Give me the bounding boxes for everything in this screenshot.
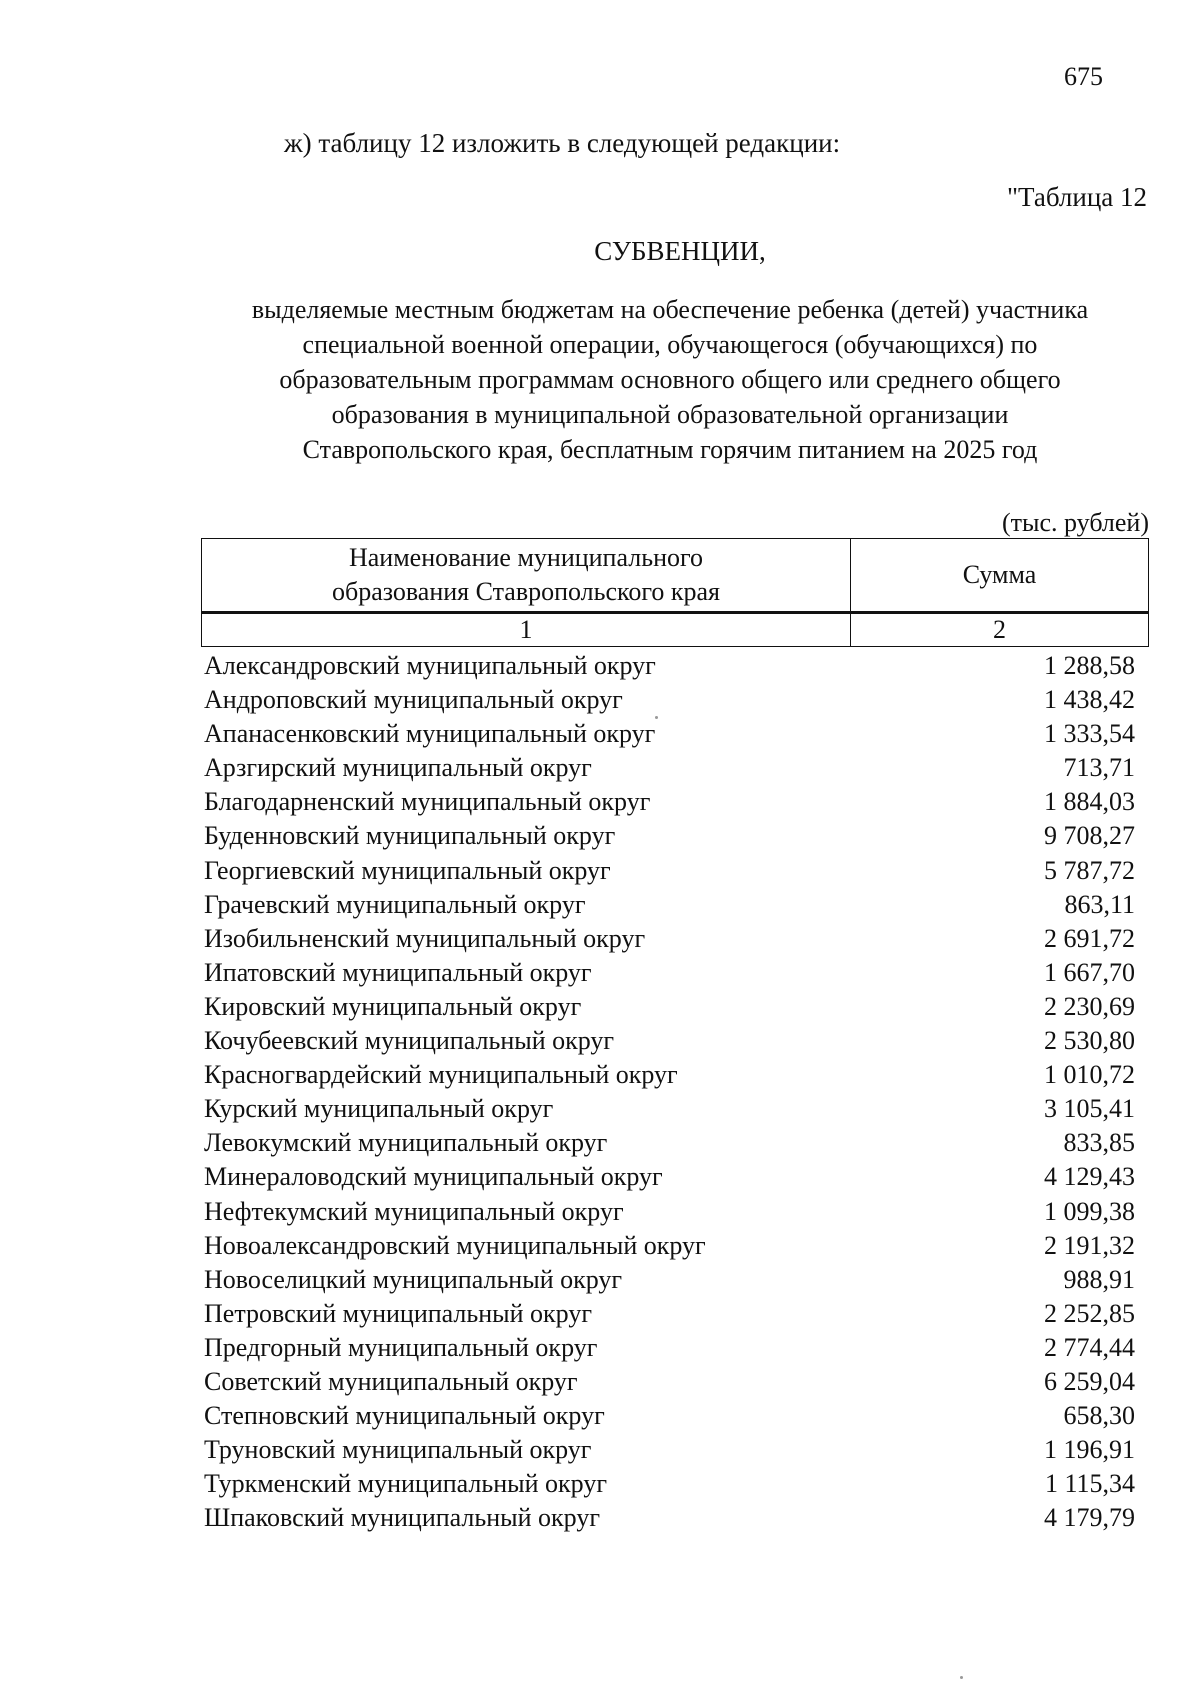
row-name: Кочубеевский муниципальный округ: [204, 1026, 615, 1056]
row-value: 1 884,03: [1044, 787, 1135, 817]
subtitle-line: образования в муниципальной образовательной организации: [331, 400, 1009, 429]
table-row: [200, 1331, 1135, 1365]
header-name-cell: [202, 539, 851, 613]
table-row: [200, 785, 1135, 819]
row-value: 713,71: [1063, 753, 1135, 783]
row-name: Благодарненский муниципальный округ: [204, 787, 651, 817]
row-value: 2 191,32: [1044, 1230, 1135, 1260]
row-value: 9 708,27: [1044, 821, 1135, 851]
row-name: Апанасенковский муниципальный округ: [204, 719, 656, 749]
table-header: [201, 538, 1149, 647]
scan-speck: [960, 1676, 963, 1679]
row-value: 1 010,72: [1044, 1060, 1135, 1090]
row-value: 1 196,91: [1044, 1435, 1135, 1465]
row-name: Курский муниципальный округ: [204, 1094, 554, 1124]
row-value: 863,11: [1064, 889, 1135, 919]
row-value: 2 252,85: [1044, 1298, 1135, 1328]
row-value: 2 530,80: [1044, 1026, 1135, 1056]
table-row: [200, 1263, 1135, 1297]
row-name: Александровский муниципальный округ: [204, 651, 656, 680]
table-row: [200, 990, 1135, 1024]
table-row: [200, 1092, 1135, 1126]
table-row: [200, 1433, 1135, 1467]
row-name: Грачевский муниципальный округ: [204, 889, 586, 919]
table-row: [200, 1160, 1135, 1194]
row-value: 1 115,34: [1044, 1469, 1135, 1499]
table-row: [200, 1229, 1135, 1263]
row-value: 1 667,70: [1044, 957, 1135, 987]
table-row: [200, 683, 1135, 717]
table-label: "Таблица 12: [1007, 182, 1147, 212]
row-value: 6 259,04: [1044, 1366, 1135, 1396]
table-row: [200, 1365, 1135, 1399]
intro-text: ж) таблицу 12 изложить в следующей редакции:: [284, 128, 841, 158]
row-value: 1 438,42: [1044, 685, 1135, 715]
row-name: Советский муниципальный округ: [204, 1366, 578, 1396]
row-value: 988,91: [1063, 1264, 1135, 1294]
table-row: [200, 922, 1135, 956]
header-sum-cell: Сумма: [851, 539, 1149, 613]
page-number: 675: [1064, 62, 1103, 91]
units-label: (тыс. рублей): [1001, 508, 1149, 537]
row-value: 2 774,44: [1044, 1332, 1135, 1362]
subtitle-line: образовательным программам основного общего или среднего общего: [279, 365, 1061, 394]
table-row: [200, 751, 1135, 785]
table-row: [200, 1399, 1135, 1433]
row-name: Георгиевский муниципальный округ: [204, 855, 611, 885]
row-name: Кировский муниципальный округ: [204, 991, 582, 1021]
header-name-line: образования Ставропольского края: [331, 577, 721, 606]
row-name: Новоселицкий муниципальный округ: [204, 1264, 623, 1294]
row-name: Туркменский муниципальный округ: [204, 1469, 607, 1499]
row-value: 1 099,38: [1044, 1196, 1135, 1226]
row-name: Шпаковский муниципальный округ: [204, 1503, 600, 1533]
row-value: 833,85: [1063, 1128, 1135, 1158]
table-row: [200, 1195, 1135, 1229]
document-subtitle: [210, 292, 1130, 467]
table-row: [200, 854, 1135, 888]
table-row: [200, 888, 1135, 922]
row-name: Арзгирский муниципальный округ: [204, 753, 592, 783]
table-row: [200, 1467, 1135, 1501]
row-value: 5 787,72: [1044, 855, 1135, 885]
subtitle-line: специальной военной операции, обучающегося (обучающихся) по: [302, 330, 1038, 359]
table-row: [200, 649, 1135, 683]
row-name: Левокумский муниципальный округ: [204, 1128, 608, 1158]
table-row: [200, 717, 1135, 751]
row-value: 2 691,72: [1044, 923, 1135, 953]
row-value: 2 230,69: [1044, 991, 1135, 1021]
row-value: 3 105,41: [1044, 1094, 1135, 1124]
table-body: [200, 649, 1135, 1535]
row-name: Красногвардейский муниципальный округ: [204, 1060, 678, 1090]
table-row: [200, 819, 1135, 853]
table-row: [200, 956, 1135, 990]
row-value: 4 179,79: [1044, 1503, 1135, 1533]
column-number-1: 1: [202, 613, 851, 647]
subtitle-line: выделяемые местным бюджетам на обеспечение ребенка (детей) участника: [251, 295, 1089, 324]
row-value: 1 333,54: [1044, 719, 1135, 749]
scan-speck: [655, 716, 658, 719]
row-value: 1 288,58: [1044, 651, 1135, 680]
row-name: Труновский муниципальный округ: [204, 1435, 592, 1465]
row-name: Степновский муниципальный округ: [204, 1401, 605, 1431]
header-name-line: Наименование муниципального: [348, 543, 704, 572]
row-name: Буденновский муниципальный округ: [204, 821, 616, 851]
row-value: 4 129,43: [1044, 1162, 1135, 1192]
table-row: [200, 1297, 1135, 1331]
column-number-2: 2: [851, 613, 1149, 647]
table-row: [200, 1058, 1135, 1092]
row-name: Ипатовский муниципальный округ: [204, 957, 592, 987]
table-row: [200, 1024, 1135, 1058]
row-name: Нефтекумский муниципальный округ: [204, 1196, 624, 1226]
document-title: СУБВЕНЦИИ,: [594, 236, 766, 266]
row-name: Петровский муниципальный округ: [204, 1298, 592, 1328]
row-value: 658,30: [1063, 1401, 1135, 1431]
row-name: Новоалександровский муниципальный округ: [204, 1230, 706, 1260]
table-row: [200, 1126, 1135, 1160]
row-name: Минераловодский муниципальный округ: [204, 1162, 663, 1192]
row-name: Предгорный муниципальный округ: [204, 1332, 598, 1362]
subtitle-line: Ставропольского края, бесплатным горячим питанием на 2025 год: [302, 435, 1038, 464]
row-name: Андроповский муниципальный округ: [204, 685, 623, 715]
row-name: Изобильненский муниципальный округ: [204, 923, 646, 953]
table-row: [200, 1501, 1135, 1535]
